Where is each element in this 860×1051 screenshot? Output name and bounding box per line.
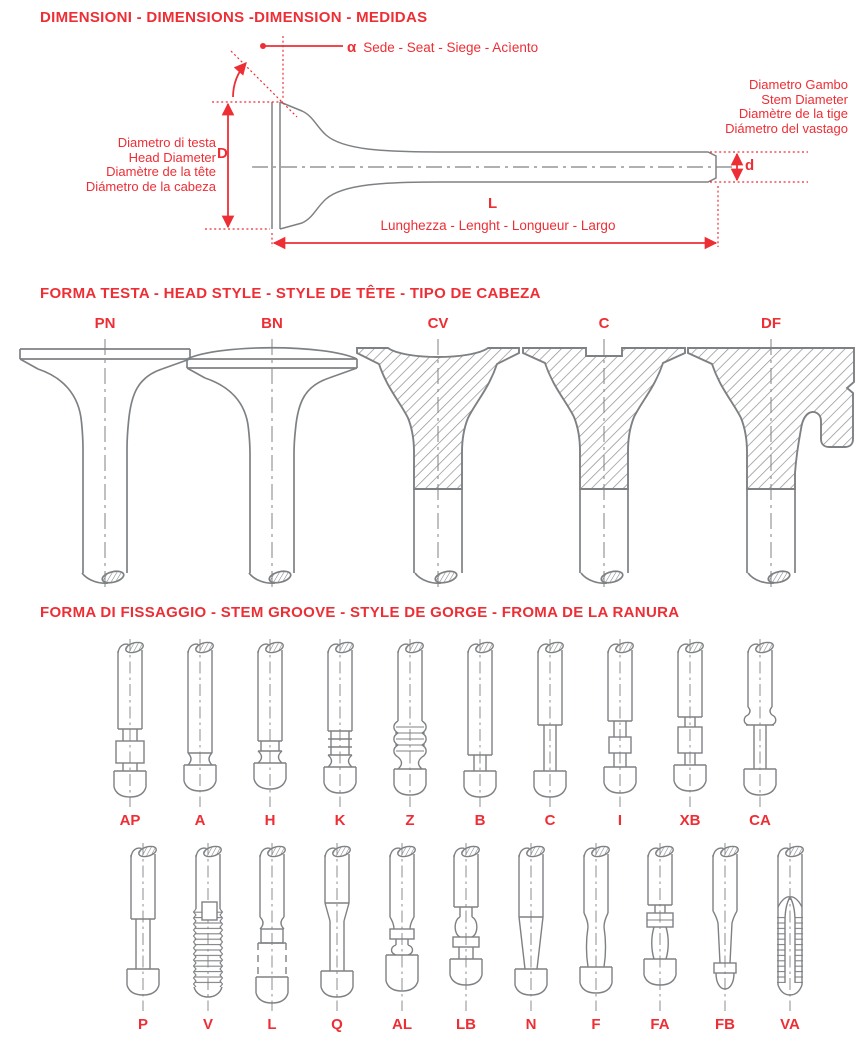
stem-groove-label-q: Q (331, 1016, 343, 1033)
stem-groove-figure-lb (434, 841, 498, 1013)
stem-groove-figure-q (305, 841, 369, 1013)
head-style-figure-bn (177, 337, 367, 592)
stem-groove-label-k: K (334, 812, 346, 829)
stem-groove-label-c: C (544, 812, 556, 829)
stem-groove-label-xb: XB (679, 812, 701, 829)
head-style-figure-pn (10, 337, 200, 592)
head-style-label-cv: CV (427, 315, 449, 332)
stem-groove-figure-n (499, 841, 563, 1013)
stem-groove-figure-c (518, 637, 582, 809)
stem-groove-label-ca: CA (749, 812, 771, 829)
head-style-label-df: DF (761, 315, 781, 332)
stem-groove-label-al: AL (392, 1016, 412, 1033)
seat-callout-dot (260, 43, 266, 49)
head-style-label-pn: PN (94, 315, 116, 332)
stem-groove-label-n: N (525, 1016, 537, 1033)
head-style-figure-c (509, 337, 699, 592)
section-title-head-styles: FORMA TESTA - HEAD STYLE - STYLE DE TÊTE - TIPO DE CABEZA (40, 285, 541, 302)
seat-label: Sede - Seat - Siege - Acìento (363, 40, 539, 55)
stem-groove-label-p: P (137, 1016, 148, 1033)
stem-diameter-symbol: d (745, 157, 755, 174)
length-symbol: L (488, 195, 498, 212)
stem-groove-label-a: A (194, 812, 206, 829)
seat-label-row (347, 39, 538, 56)
stem-groove-figure-va (758, 841, 822, 1013)
stem-groove-figure-h (238, 637, 302, 809)
stem-groove-figure-p (111, 841, 175, 1013)
alpha-symbol: α (347, 39, 357, 56)
head-style-label-bn: BN (261, 315, 283, 332)
stem-groove-label-l: L (267, 1016, 277, 1033)
stem-groove-label-v: V (202, 1016, 213, 1033)
stem-groove-figure-k (308, 637, 372, 809)
head-style-label-c: C (598, 315, 610, 332)
stem-groove-label-z: Z (405, 812, 415, 829)
stem-groove-figure-z (378, 637, 442, 809)
stem-groove-label-fa: FA (650, 1016, 670, 1033)
stem-groove-figure-ap (98, 637, 162, 809)
head-diameter-label: Diametro di testa Head Diameter Diamètre de la tête Diámetro de la cabeza (85, 135, 216, 194)
stem-groove-label-lb: LB (456, 1016, 476, 1033)
section-title-stem-grooves: FORMA DI FISSAGGIO - STEM GROOVE - STYLE DE GORGE - FROMA DE LA RANURA (40, 604, 680, 621)
section-title-dimensions: DIMENSIONI - DIMENSIONS -DIMENSION - MEDIDAS (40, 9, 428, 26)
seat-angle-arc (233, 63, 246, 97)
stem-groove-figure-xb (658, 637, 722, 809)
stem-groove-figure-fb (693, 841, 757, 1013)
stem-groove-figure-fa (628, 841, 692, 1013)
head-diameter-symbol: D (217, 145, 228, 162)
stem-groove-label-f: F (591, 1016, 601, 1033)
stem-groove-figure-i (588, 637, 652, 809)
dimension-lines (228, 46, 737, 243)
stem-groove-label-fb: FB (715, 1016, 735, 1033)
head-style-figure-cv (343, 337, 533, 592)
stem-diameter-label: Diametro Gambo Stem Diameter Diamètre de la tige Diámetro del vastago (725, 77, 848, 136)
stem-groove-figure-a (168, 637, 232, 809)
stem-groove-label-h: H (264, 812, 276, 829)
stem-groove-figure-b (448, 637, 512, 809)
stem-groove-figure-al (370, 841, 434, 1013)
stem-groove-label-va: VA (780, 1016, 800, 1033)
stem-groove-figure-v (176, 841, 240, 1013)
stem-groove-label-ap: AP (119, 812, 141, 829)
stem-groove-label-i: I (617, 812, 623, 829)
length-label: Lunghezza - Lenght - Longueur - Largo (380, 218, 616, 233)
stem-groove-figure-ca (728, 637, 792, 809)
dimension-extension-lines (205, 36, 808, 247)
head-style-figure-df (676, 337, 860, 592)
stem-groove-figure-f (564, 841, 628, 1013)
stem-groove-label-b: B (474, 812, 486, 829)
stem-groove-figure-l (240, 841, 304, 1013)
